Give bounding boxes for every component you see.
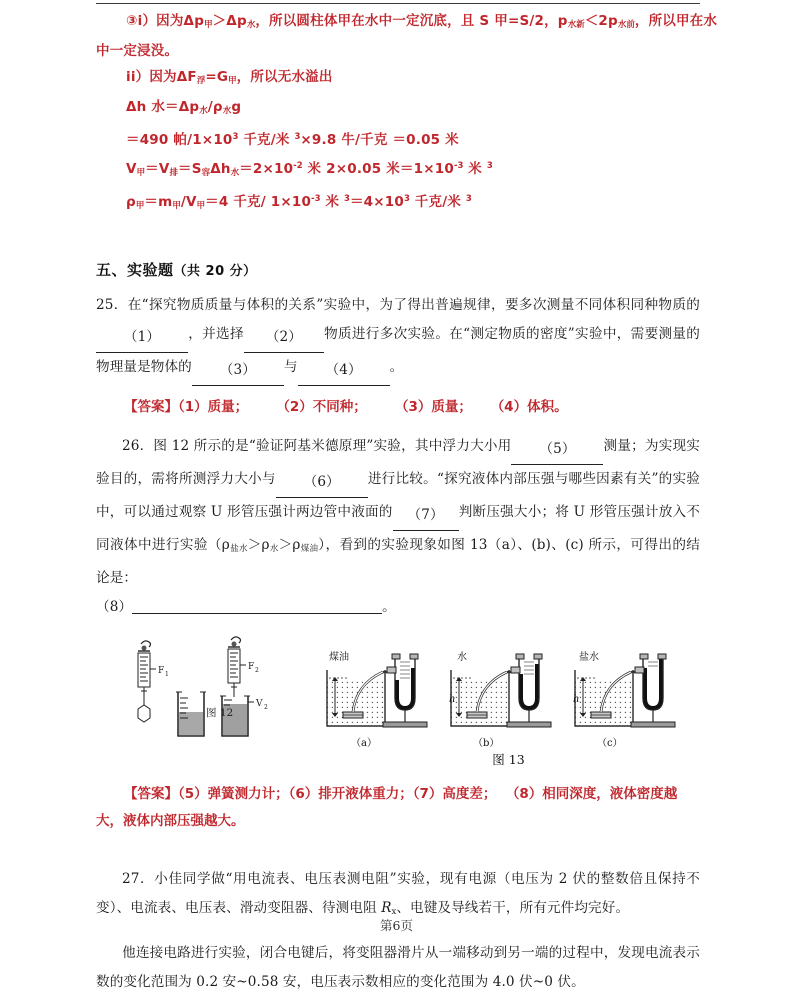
question-26-blank-line (96, 593, 700, 622)
figure-13 (321, 636, 696, 768)
sol-7c: /V (180, 194, 197, 210)
q25-blank-3[interactable]: （3） (192, 356, 284, 386)
q25-text-g: 。 (389, 359, 404, 375)
solution-line-3 (96, 64, 700, 94)
sol-3c: ，所以无水溢出 (236, 69, 333, 85)
sol-1-sub1: 甲 (204, 20, 213, 30)
q26-text-g-d: ），看到的实验现象如图 13（a）、(b)、(c) 所示，可得出的结论是： (96, 537, 700, 586)
answer-25-item-4: （4）体积。 (490, 399, 568, 415)
sol-5c: ×9.8 牛/千克 ＝0.05 米 (300, 132, 459, 148)
solution-line-2: 中一定浸没。 (96, 43, 179, 59)
q25-text-d: 物质进行多次实验。在“测定物质的密度”实验中，需要测量的物 (96, 326, 700, 375)
sol-6e: ＝2×10 (239, 161, 294, 177)
figure-13-panel-a-label: （a） (351, 738, 377, 749)
figure-12-caption-inline: 图 12 (206, 707, 234, 719)
page-content (96, 8, 718, 997)
sol-4-sub1: 水 (199, 106, 208, 116)
sol-6-sup2: -3 (453, 161, 464, 171)
q26-text-b: 测量；为实现实验 (96, 438, 700, 487)
section-title: 五、实验题 (96, 261, 174, 279)
solution-line-6 (96, 153, 700, 186)
question-27-para2 (96, 939, 700, 997)
q25-blank-4[interactable]: （4） (298, 356, 390, 386)
figure-13-panel-c-label: （c） (597, 738, 623, 749)
sol-7-sup4: 3 (465, 194, 472, 204)
sol-4a: Δh 水＝Δp (126, 99, 200, 115)
sol-5-sup2: 3 (294, 132, 301, 142)
sol-7-sup1: -3 (311, 194, 321, 204)
figure-13-panel-c-liquid: 盐水 (579, 652, 599, 663)
q26-text-d: 进行比较。“探究液体内部压强与哪些因素有关”的实验中， (96, 471, 700, 520)
sol-3-sub1: 浮 (196, 76, 206, 86)
q27-resistor-symbol: R (381, 900, 392, 916)
q25-text-e: 理量是物体的 (109, 359, 192, 375)
solution-line-7 (96, 186, 700, 219)
q26-rho-sub-saltwater: 盐水 (229, 544, 248, 554)
q25-blank-1[interactable]: （1） (96, 323, 188, 353)
q26-blank-6[interactable]: （6） (276, 468, 368, 498)
solution-line-1 (96, 8, 718, 38)
sol-1b: ＞Δp (212, 13, 247, 29)
sol-7-sup3: 3 (403, 194, 410, 204)
figure-12 (114, 636, 279, 761)
q26-text-g-a: 体中进行实验（ρ (123, 537, 230, 553)
q26-text-a: 26．图 12 所示的是“验证阿基米德原理”实验，其中浮力大小用 (122, 438, 512, 454)
sol-1a: ③i）因为Δp (126, 13, 205, 29)
sol-1d: ＜2p (584, 13, 618, 29)
sol-1c: ，所以圆柱体甲在水中一定沉底，且 S 甲=S/2，p (255, 13, 568, 29)
q26-text-g-b: ＞ρ (247, 537, 270, 553)
q26-blank-7[interactable]: （7） (393, 501, 459, 531)
q25-text-c: ，并选择 (188, 326, 244, 342)
q27-resistor-subscript: x (391, 907, 397, 917)
sol-6-sup3: 3 (486, 161, 493, 171)
svg-text:1: 1 (165, 671, 169, 678)
sol-4c: g (231, 99, 242, 115)
figure-13-panel-b-h: h (449, 694, 456, 705)
sol-6d: Δh (210, 161, 231, 177)
sol-1-sub4: 水前 (617, 20, 635, 30)
solution-line-5 (96, 124, 700, 153)
sol-1e: ，所以甲在水 (634, 13, 718, 29)
q26-text-c: 目的，需将所测浮力大小与 (109, 471, 276, 487)
q26-text-h: 。 (382, 599, 396, 615)
answer-25-item-1: （1）质量； (178, 399, 249, 415)
q27-text-p2a: 他连接电路进行实验，闭合电键后，将变阻器滑片从一端移动到另一端的过程中，发现电流表 (122, 945, 687, 961)
answer-25-label: 【答案】 (124, 399, 178, 415)
sol-6-sup1: -2 (293, 161, 303, 171)
q25-text-b: 的 (686, 297, 700, 313)
figure-13-panel-b-liquid: 水 (457, 652, 467, 663)
figure-12-label-v2: V (256, 699, 263, 709)
sol-7e: 米 (320, 194, 345, 210)
answer-25 (96, 394, 700, 421)
section-heading (96, 259, 700, 280)
q25-blank-2[interactable]: （2） (244, 323, 324, 353)
q27-text-a: 27．小佳同学做“用电流表、电压表测电阻”实验，现有电源（电压为 2 伏的整数倍且保持不变）、 (96, 871, 700, 916)
question-25 (96, 291, 700, 386)
sol-5a: ＝490 帕/1×10 (126, 132, 233, 148)
figure-13-panel-c-h: h (573, 694, 580, 705)
q26-rho-sub-kerosene: 煤油 (300, 544, 319, 554)
sol-7f: ＝4×10 (349, 194, 404, 210)
q26-text-f: 判断压强大小；将 U 形管压强计放入不同液 (96, 504, 701, 553)
q26-blank-5[interactable]: （5） (511, 435, 603, 465)
q27-text-p2b: 示数的变化范围为 0.2 安~0.58 安，电压表示数相应的变化范围为 4.0 伏~0 伏。 (96, 945, 700, 990)
sol-7-sub3: 甲 (196, 201, 206, 211)
sol-7a: ρ (126, 194, 136, 210)
answer-25-item-3: （3）质量； (394, 399, 472, 415)
answer-26 (96, 781, 700, 808)
answer-26-label: 【答案】 (124, 786, 178, 802)
sol-5-sup1: 3 (232, 132, 239, 142)
sol-3a: ii）因为ΔF (126, 69, 197, 85)
figure-12-label-f1: F (158, 666, 165, 676)
solution-block (96, 8, 718, 219)
header-rule (96, 3, 700, 4)
sol-3b: =G (205, 69, 229, 85)
sol-7b: ＝m (144, 194, 173, 210)
q27-text-b: 电流表、电压表、滑动变阻器、待测电阻 (130, 900, 382, 916)
sol-5b: 千克/米 (238, 132, 295, 148)
sol-6f: 米 2×0.05 米＝1×10 (302, 161, 454, 177)
sol-6c: ＝S (178, 161, 202, 177)
sol-3-sub2: 甲 (228, 76, 237, 86)
figure-12-drawing (114, 636, 279, 761)
q27-text-c: 、电键及导线若干，所有元件均完好。 (396, 900, 630, 916)
answer-25-item-2: （2）不同种； (276, 399, 367, 415)
sol-6-sub2: 排 (169, 168, 179, 178)
sol-7-sup2: 3 (344, 194, 350, 204)
q26-blank-8-label: （8） (96, 599, 133, 615)
sol-7-sub1: 甲 (135, 201, 145, 211)
q25-text-f: 与 (283, 359, 298, 375)
question-26 (96, 432, 700, 593)
svg-text:2: 2 (255, 667, 259, 674)
sol-7g: 千克/米 (409, 194, 466, 210)
answer-26-item-8a: （8）相同深度，液体密度越 (505, 786, 678, 802)
q25-text-a: 25．在“探究物质质量与体积的关系”实验中，为了得出普遍规律，要多次测量不同体积同种物质 (96, 297, 687, 313)
sol-4b: /ρ (207, 99, 223, 115)
sol-1-sub2: 水 (246, 20, 256, 30)
q26-text-g-c: ＞ρ (278, 537, 301, 553)
answer-26-cont: 大，液体内部压强越大。 (96, 813, 245, 829)
sol-6-sub4: 水 (230, 168, 240, 178)
figure-13-caption: 图 13 (492, 752, 525, 767)
sol-6-sub1: 甲 (136, 168, 146, 178)
figures-row (96, 636, 700, 771)
figure-13-panel-a-liquid: 煤油 (329, 652, 349, 663)
figure-12-label-f2: F (248, 662, 255, 672)
sol-6b: ＝V (145, 161, 170, 177)
q26-blank-8[interactable] (132, 613, 382, 614)
answer-26-item-567: （5）弹簧测力计；（6）排开液体重力；（7）高度差； (178, 786, 497, 802)
sol-6-sub3: 容 (201, 168, 211, 178)
sol-4-sub2: 水 (222, 106, 232, 116)
page-footer: 第6页 (380, 918, 413, 933)
sol-7-sub2: 甲 (172, 201, 181, 211)
sol-6a: V (126, 161, 137, 177)
figure-13-panel-b-label: （b） (473, 738, 500, 749)
section-points: （共 20 分） (173, 264, 257, 279)
svg-text:2: 2 (264, 704, 268, 711)
q26-rho-sub-water: 水 (269, 544, 279, 554)
figure-13-drawing (321, 636, 696, 754)
sol-1-sub3: 水新 (567, 20, 585, 30)
sol-6g: 米 (463, 161, 487, 177)
q26-text-e: 可以通过观察 U 形管压强计两边管中液面的 (123, 504, 393, 520)
sol-7d: ＝4 千克/ 1×10 (205, 194, 312, 210)
solution-line-4 (96, 94, 700, 124)
